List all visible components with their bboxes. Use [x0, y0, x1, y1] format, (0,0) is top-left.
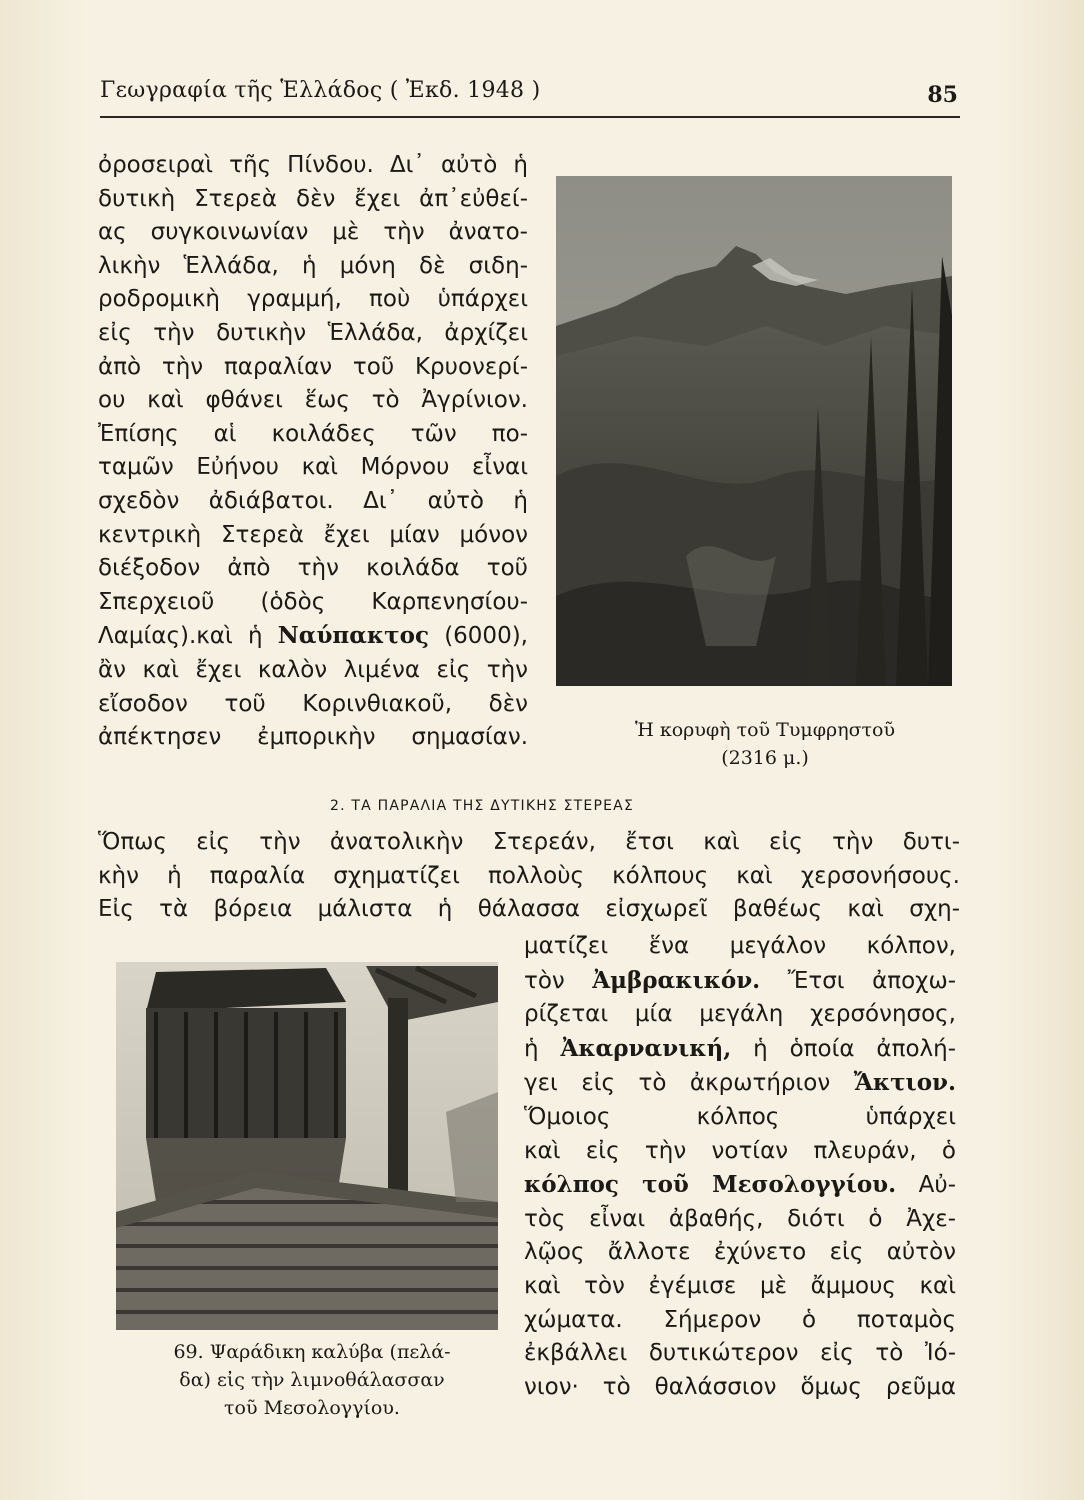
caption-line: τοῦ Μεσολογγίου. — [224, 1397, 400, 1419]
fishing-hut-photo-caption — [112, 1338, 512, 1422]
caption-line: Ἡ κορυφὴ τοῦ Τυμφρηστοῦ — [634, 719, 896, 741]
bold-term-akarnaniki: Ἀκαρνανική, — [560, 1034, 732, 1062]
caption-line: δα) εἰς τὴν λιμνοθάλασσαν — [179, 1369, 445, 1391]
bold-term-naupaktos: Ναύπακτος — [277, 622, 429, 650]
right-text-part: ἡ ὁποία ἀπολή- γει εἰς τὸ ἀκρωτήριον — [524, 1035, 956, 1097]
mountain-photo — [556, 176, 952, 686]
section-heading: 2. ΤΑ ΠΑΡΑΛΙΑ ΤΗΣ ΔΥΤΙΚΗΣ ΣΤΕΡΕΑΣ — [330, 798, 634, 814]
bold-term-amvrakikos: Ἀμβρακικόν. — [592, 966, 761, 994]
full-width-text: Ὅπως εἰς τὴν ἀνατολικὴν Στερεάν, ἔτσι καὶ εἰς τὴν δυτι- κὴν ἡ παραλία σχηματίζει πολλοὺς κόλπους καὶ χερσονήσους. Εἰς τὰ βόρεια μάλιστα ἡ θάλασσα εἰσχωρεῖ βαθέως καὶ σχη- — [98, 829, 960, 923]
caption-line: (2316 μ.) — [721, 747, 809, 769]
left-column-text — [98, 149, 528, 794]
right-text-part: Ὅμοιος κόλπος ὑπάρχει καὶ εἰς τὴν νοτίαν πλευράν, ὁ — [524, 1103, 956, 1164]
bold-term-aktion: Ἄκτιον. — [853, 1069, 956, 1097]
running-title: Γεωγραφία τῆς Ἑλλάδος ( Ἐκδ. 1948 ) — [100, 78, 541, 103]
mountain-photo-caption — [580, 716, 950, 772]
fishing-hut-photo — [116, 962, 498, 1330]
right-text-part: Ἔτσι ἀποχω- ρίζεται μία μεγάλη χερσόνησος, ἡ — [524, 967, 956, 1062]
page-header — [100, 72, 960, 118]
bold-term-mesolongi-gulf: κόλπος τοῦ Μεσολογγίου. — [524, 1171, 897, 1199]
left-text-part-2: (6000), ἂν καὶ ἔχει καλὸν λιμένα εἰς τὴν εἴσοδον τοῦ Κορινθιακοῦ, δὲν ἀπέκτησεν ἐμπορικὴν σημασίαν. — [98, 623, 528, 751]
right-text-part: ματίζει ἕνα μεγάλον κόλπον, τὸν — [524, 933, 956, 994]
right-text-part: Αὐ- τὸς εἶναι ἀβαθής, διότι ὁ Ἀχε- λῷος ἄλλοτε ἐχύνετο εἰς αὐτὸν καὶ τὸν ἐγέμισε μὲ ἄμμους καὶ χώματα. Σήμερον ὁ ποταμὸς ἐκβάλλει δυτικώτερον εἰς τὸ Ἰό- νιον· τὸ θαλάσσιον ὅμως ρεῦμα — [524, 1172, 956, 1400]
caption-line: 69. Ψαράδικη καλύβα (πελά- — [173, 1341, 451, 1363]
right-column-text — [524, 930, 956, 1440]
page-number: 85 — [927, 82, 958, 108]
left-text-part-1: ὀροσειραὶ τῆς Πίνδου. Δι᾿ αὐτὸ ἡ δυτικὴ Στερεὰ δὲν ἔχει ἀπ᾿εὐθεί- ας συγκοινωνίαν μὲ τὴν ἀνατο- λικὴν Ἑλλάδα, ἡ μόνη δὲ σιδη- ροδρομικὴ γραμμή, ποὺ ὑπάρχει εἰς τὴν δυτικὴν Ἑλλάδα, ἀρχίζει ἀπὸ τὴν παραλίαν τοῦ Κρυονερί- ου καὶ φθάνει ἕως τὸ Ἀγρίνιον. Ἐπίσης αἱ κοιλάδες τῶν πο- ταμῶν Εὐήνου καὶ Μόρνου εἶναι σχεδὸν ἀδιάβατοι. Δι᾿ αὐτὸ ἡ κεντρικὴ Στερεὰ ἔχει μίαν μόνον διέξοδον ἀπὸ τὴν κοιλάδα τοῦ Σπερχειοῦ (ὁδὸς Καρπενησίου- Λαμίας).καὶ ἡ — [98, 152, 528, 650]
